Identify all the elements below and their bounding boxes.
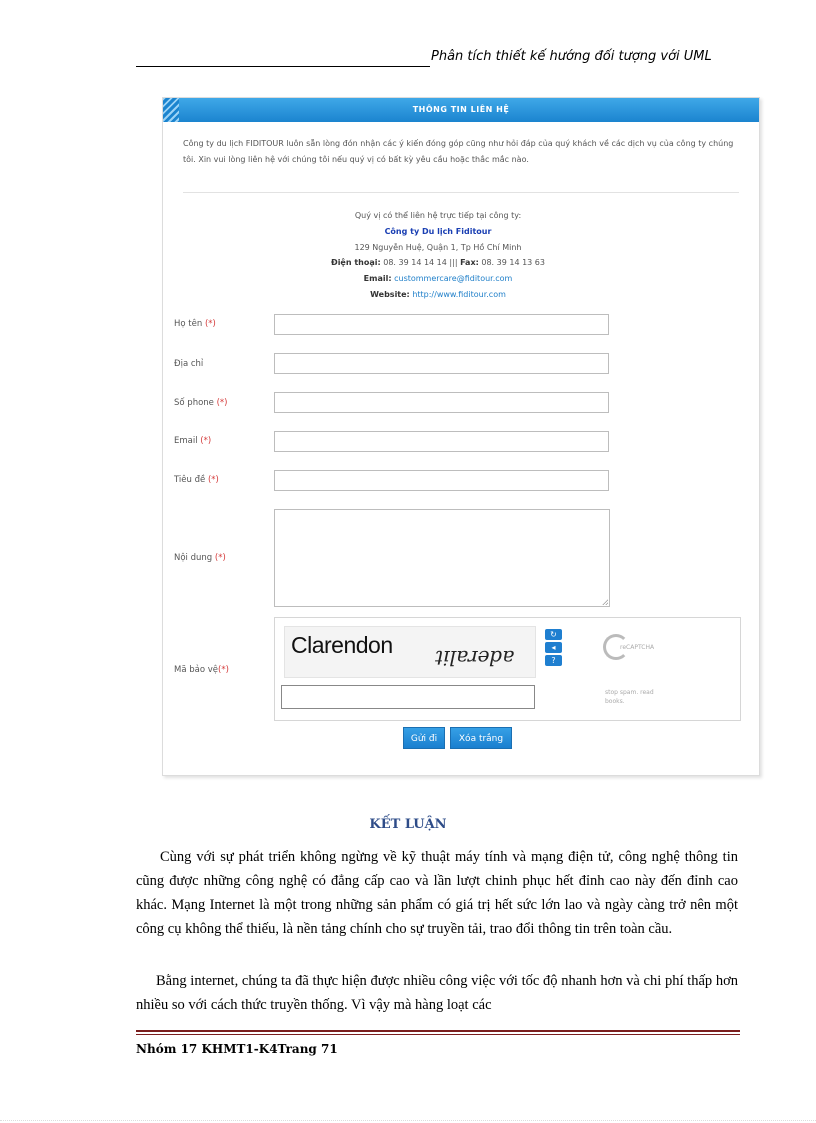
- reset-button[interactable]: Xóa trắng: [450, 727, 512, 749]
- phone-field-label: Số phone (*): [174, 398, 228, 408]
- company-address: 129 Nguyễn Huệ, Quận 1, Tp Hồ Chí Minh: [354, 242, 522, 252]
- website-label: Website:: [370, 289, 410, 299]
- subject-input[interactable]: [274, 470, 609, 491]
- email-link[interactable]: custommercare@fiditour.com: [394, 274, 513, 284]
- header-stripes: [163, 98, 179, 122]
- website-link[interactable]: http://www.fiditour.com: [412, 289, 506, 299]
- contact-form-screenshot: [162, 97, 760, 776]
- fax-label: Fax:: [460, 258, 479, 268]
- captcha-image: [284, 626, 536, 678]
- address-input[interactable]: [274, 353, 609, 374]
- captcha-input[interactable]: [281, 685, 535, 709]
- email-label: Email:: [363, 274, 392, 284]
- required-mark: (*): [207, 475, 219, 485]
- captcha-label: Mã bảo vệ(*): [174, 665, 229, 675]
- email-input[interactable]: [274, 431, 609, 452]
- form-intro-text: Công ty du lịch FIDITOUR luôn sẵn lòng đón nhận các ý kiến đóng góp cũng như hỏi đáp của quý khách về các dịch vụ của công ty chúng tôi. Xin vui lòng liên hệ với chúng tôi nếu quý vị có bất kỳ yêu cầu hoặc thắc mắc nào.: [183, 139, 734, 164]
- paragraph-2: Bằng internet, chúng ta đã thực hiện được nhiều công việc với tốc độ nhanh hơn và chi phí thấp hơn nhiều so với cách thức truyền thống. Vì vậy mà hàng loạt các: [136, 973, 738, 1013]
- name-label: Họ tên (*): [174, 319, 216, 329]
- required-mark: (*): [200, 436, 212, 446]
- audio-icon[interactable]: ◂: [545, 642, 562, 653]
- header-rule: [136, 66, 430, 67]
- page-footer: Nhóm 17 KHMT1-K4Trang 71: [136, 1042, 338, 1056]
- phone-input[interactable]: [274, 392, 609, 413]
- company-name: Công ty Du lịch Fiditour: [384, 226, 492, 236]
- content-label: Nội dung (*): [174, 553, 226, 563]
- phone-label: Điện thoại:: [330, 258, 381, 268]
- name-input[interactable]: [274, 314, 609, 335]
- page-bottom-border: [0, 1120, 816, 1121]
- email-line: [263, 271, 613, 287]
- page-header-title: Phân tích thiết kế hướng đối tượng với UML: [431, 49, 712, 64]
- resize-grip-icon[interactable]: [602, 599, 608, 605]
- phone-value: 08. 39 14 14 14: [383, 258, 447, 268]
- required-mark: (*): [216, 398, 228, 408]
- email-field-label: Email (*): [174, 436, 212, 446]
- website-line: [263, 287, 613, 303]
- refresh-icon[interactable]: ↻: [545, 629, 562, 640]
- recaptcha-tagline: stop spam. read books.: [605, 689, 654, 705]
- help-icon[interactable]: ?: [545, 655, 562, 666]
- paragraph-1: Cùng với sự phát triển không ngừng về kỹ thuật máy tính và mạng điện tử, công nghệ thông tin cũng được những công nghệ có đẳng cấp cao và lần lượt chinh phục hết đỉnh cao này đến đỉnh cao khác. Mạng Internet là một trong những sản phẩm có giá trị hết sức lớn lao và ngày càng trở nên một công cụ không thể thiếu, là nền tảng chính cho sự truyền tải, trao đổi thông tin trên toàn cầu.: [136, 849, 738, 937]
- subject-label: Tiêu đề (*): [174, 475, 219, 485]
- required-mark: (*): [204, 319, 216, 329]
- required-mark: (*): [218, 665, 229, 675]
- divider: [183, 192, 739, 193]
- required-mark: (*): [214, 553, 226, 563]
- footer-rule: [136, 1030, 740, 1032]
- phone-fax-line: [263, 255, 613, 271]
- content-textarea[interactable]: [274, 509, 610, 607]
- footer-rule-thin: [136, 1034, 740, 1035]
- section-title: KẾT LUẬN: [369, 817, 447, 832]
- contact-prompt: Quý vị có thể liên hệ trực tiếp tại công ty:: [354, 211, 522, 220]
- captcha-word-1: Clarendon: [291, 632, 393, 658]
- address-label: Địa chỉ: [174, 359, 204, 369]
- contact-info: [263, 208, 613, 303]
- phone-separator: |||: [449, 258, 458, 268]
- recaptcha-brand: reCAPTCHA: [620, 644, 655, 651]
- form-header: THÔNG TIN LIÊN HỆ: [163, 98, 759, 122]
- captcha-widget: [274, 617, 741, 721]
- captcha-word-2: aderalit: [432, 646, 517, 670]
- submit-button[interactable]: Gửi đi: [403, 727, 445, 749]
- fax-value: 08. 39 14 13 63: [481, 258, 545, 268]
